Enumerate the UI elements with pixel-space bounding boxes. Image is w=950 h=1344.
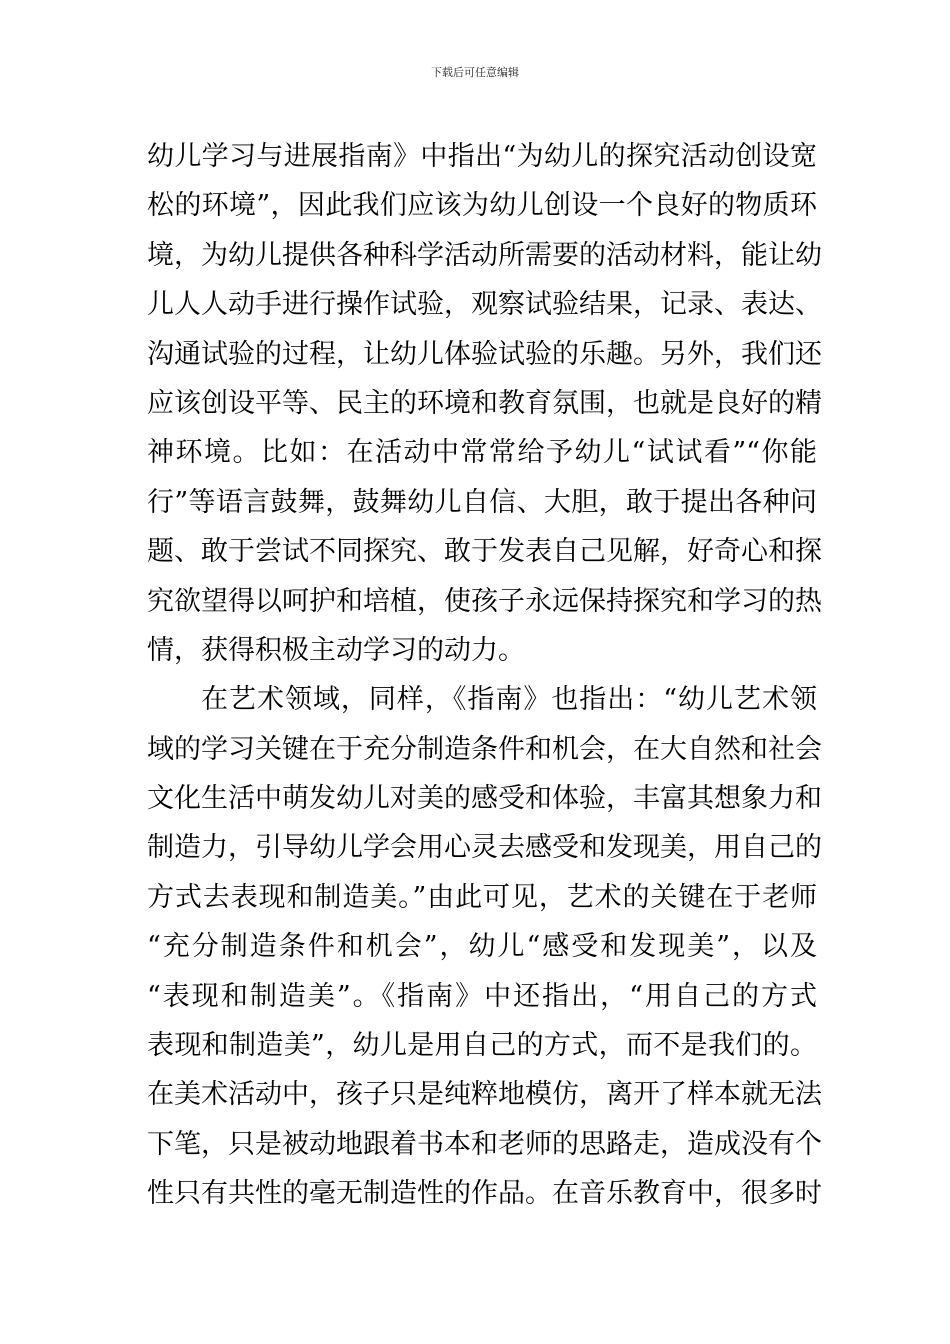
page-header-note: 下载后可任意编辑 — [431, 66, 519, 79]
text-line: 松的环境”，因此我们应该为幼儿创设一个良好的物质环 — [147, 190, 817, 222]
text-line: 究欲望得以呵护和培植，使孩子永远保持探究和学习的热 — [147, 585, 822, 617]
text-line: 沟通试验的过程，让幼儿体验试验的乐趣。另外，我们还 — [147, 338, 822, 370]
text-line: 方式去表现和制造美。”由此可见，艺术的关键在于老师 — [147, 881, 817, 913]
text-line: 行”等语言鼓舞，鼓舞幼儿自信、大胆，敢于提出各种问 — [147, 486, 817, 518]
text-line: “表现和制造美”。《指南》中还指出，“用自己的方式 — [147, 980, 817, 1012]
text-line: 题、敢于尝试不同探究、敢于发表自己见解，好奇心和探 — [147, 536, 822, 568]
text-line: 表现和制造美”，幼儿是用自己的方式，而不是我们的。 — [147, 1030, 817, 1062]
text-line: 域的学习关键在于充分制造条件和机会，在大自然和社会 — [147, 733, 822, 765]
text-line: 性只有共性的毫无制造性的作品。在音乐教育中，很多时 — [147, 1178, 822, 1210]
text-line: 制造力，引导幼儿学会用心灵去感受和发现美，用自己的 — [147, 832, 822, 864]
paragraph-start-line: 在艺术领域，同样，《指南》也指出：“幼儿艺术领 — [201, 684, 817, 716]
body-text — [147, 132, 822, 1219]
paragraph-end-line: 情，获得积极主动学习的动力。 — [147, 634, 525, 666]
text-line: 儿人人动手进行操作试验，观察试验结果，记录、表达、 — [147, 289, 822, 321]
text-line: 幼儿学习与进展指南》中指出“为幼儿的探究活动创设宽 — [147, 141, 817, 172]
text-line: 文化生活中萌发幼儿对美的感受和体验，丰富其想象力和 — [147, 783, 822, 815]
text-line: 在美术活动中，孩子只是纯粹地模仿，离开了样本就无法 — [147, 1079, 822, 1111]
text-line: 下笔，只是被动地跟着书本和老师的思路走，造成没有个 — [147, 1128, 822, 1160]
text-line: 应该创设平等、民主的环境和教育氛围，也就是良好的精 — [147, 387, 822, 419]
text-line: 神环境。比如：在活动中常常给予幼儿“试试看”“你能 — [147, 437, 817, 469]
text-line: 境，为幼儿提供各种科学活动所需要的活动材料，能让幼 — [147, 239, 822, 271]
text-line: “充分制造条件和机会”，幼儿“感受和发现美”，以及 — [147, 931, 817, 963]
